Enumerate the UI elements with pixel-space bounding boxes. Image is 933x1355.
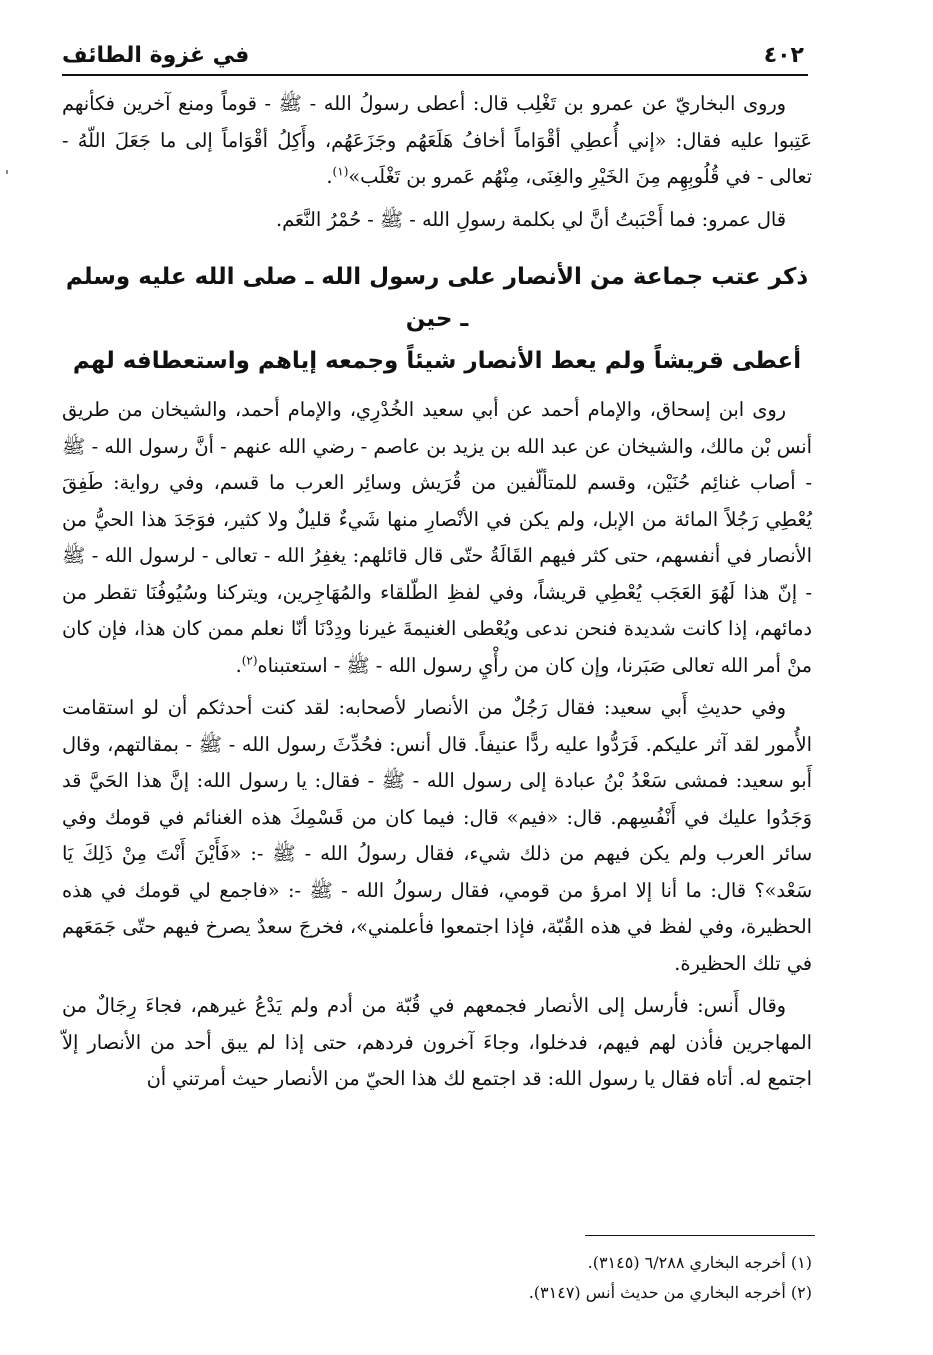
paragraph: وقال أَنس: فأرسل إلى الأنصار فجمعهم في قُبّة من أدم ولم يَدْعُ غيرهم، فجاءَ رِجَالٌ من المهاجرين فأذن لهم فيهم، فدخلوا، وجاءَ آخرون فردهم، حتى إذا لم يبق أحد من الأنصار إلاّ اجتمع له. أتاه فقال يا رسول الله: قد اجتمع لك هذا الحيّ من الأنصار حيث أمرتني أن	[62, 994, 812, 1090]
page-header	[62, 40, 804, 70]
footnote: (٢) أخرجه البخاري من حديث أنس (٣١٤٧).	[528, 1283, 812, 1302]
footnote-ref: (١)	[332, 164, 349, 179]
page-number: ٤٠٢	[763, 42, 804, 68]
paragraph: وفي حديثِ أَبي سعيد: فقال رَجُلٌ من الأنصار لأصحابه: لقد كنت أحدثكم أن لو استقامت الأُمور لقد آثر عليكم. فَرَدُّوا عليه ردًّا عنيفاً. قال أنس: فحُدِّثَ رسول الله - ﷺ - بمقالتهم، وقال أَبو سعيد: فمشى سَعْدُ بْنُ عبادة إلى رسول الله - ﷺ - فقال: يا رسول الله: إنَّ هذا الحَيَّ قد وَجَدُوا عليك في أَنْفُسِهم. قال: «فيم» قال: فيما كان من قَسْمِكَ هذه الغنائم في قومك وفي سائر العرب ولم يكن فيهم من ذلك شيء، فقال رسولُ الله - ﷺ -: «فَأَيْنَ أَنْتَ مِنْ ذَلِكَ يَا سَعْد»؟ قال: ما أنا إلا امرؤ من قومي، فقال رسولُ الله - ﷺ -: «فاجمع لي قومك في هذه الحظيرة، وفي لفظ في هذه القُبّة، فإذا اجتمعوا فأعلمني»، فخرجَ سعدٌ يصرخ فيهم حتّى جَمَعَهم في تلك الحظيرة.	[62, 696, 812, 975]
paragraph: قال عمرو: فما أَحْبَبتُ أنَّ لي بكلمة رسولِ الله - ﷺ - حُمْرُ النَّعَم.	[275, 207, 786, 231]
footnote: (١) أخرجه البخاري ٦/٢٨٨ (٣١٤٥).	[587, 1253, 812, 1272]
running-title: في غزوة الطائف	[62, 42, 250, 68]
header-divider	[62, 74, 808, 76]
footnotes	[62, 1248, 812, 1308]
main-text	[62, 86, 812, 1098]
section-heading	[62, 256, 812, 382]
section-heading-line: ذكر عتب جماعة من الأنصار على رسول الله ـ صلى الله عليه وسلم ـ حين	[65, 264, 809, 332]
scan-mark	[6, 170, 8, 174]
footnote-divider	[585, 1235, 815, 1236]
paragraph: وروى البخاريّ عن عمرو بن تَغْلِب قال: أعطى رسولُ الله - ﷺ - قوماً ومنع آخرين فكأنهم عَتِبوا عليه فقال: «إني أُعطِي أقْوَاماً أخافُ هَلَعَهُم وجَزَعَهُم، وأَكِلُ أقْوَاماً إلى ما جَعَلَ اللّهُ - تعالى - في قُلُوبِهِم مِنَ الخَيْرِ والغِنَى، مِنْهُم عَمرو بن تَغْلَب»$^{(١)}$.	[62, 92, 812, 188]
paragraph: روى ابن إسحاق، والإمام أحمد عن أبي سعيد الخُدْرِي، والإمام أحمد، والشيخان من طريق أنس بْن مالك، والشيخان عن عبد الله بن يزيد بن عاصم - رضي الله عنهم - أنَّ رسول الله - ﷺ - أصاب غنائِم حُنَيْن، وقسم للمتألّفين من قُرَيش وسائِر العرب ما قسم، وفي رواية: طَفِقَ يُعْطِي رَجُلاً المائة من الإبل، ولم يكن في الأنْصارِ منها شَيءٌ قليلٌ ولا كثير، فوَجَدَ هذا الحيُّ من الأنصار في أنفسهم، حتى كثر فيهم القَالَةُ حتّى قال قائلهم: يغفِرُ الله - تعالى - لرسول الله - ﷺ - إنّ هذا لَهُوَ العَجَب يُعْطِي قريشاً، وفي لفظِ الطّلقاء والمُهَاجِرين، ويتركنا وسُيُوفُنَا تقطر من دمائهم، إذا كانت شديدة فنحن ندعى ويُعْطى الغنيمةَ غيرنا ودِدْنَا أنّا نعلم ممن كان هذا، فإن كان منْ أمر الله تعالى صَبَرنا، وإن كان من رأْيِ رسول الله - ﷺ - استعتبناه$^{(٢)}$.	[62, 398, 812, 677]
section-heading-line: أعطى قريشاً ولم يعط الأنصار شيئاً وجمعه إياهم واستعطافه لهم	[72, 348, 802, 374]
footnote-ref: (٢)	[241, 653, 258, 668]
